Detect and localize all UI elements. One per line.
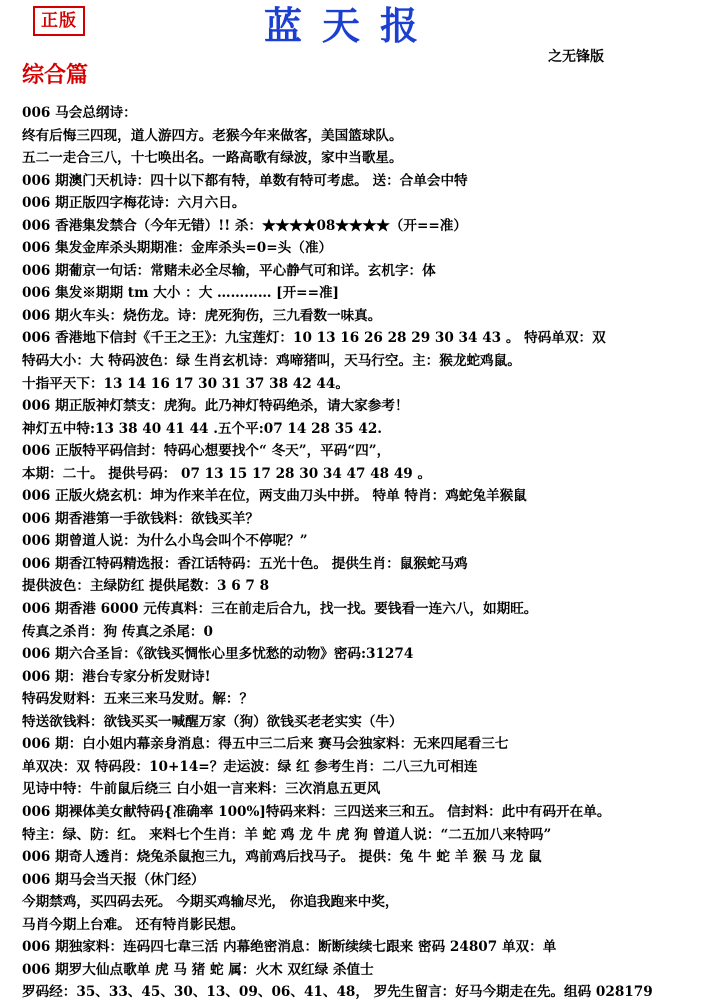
article-line: 006 期罗大仙点歌单 虎 马 猪 蛇 属：火木 双红绿 杀值士 <box>22 961 374 978</box>
genuine-edition-stamp: 正版 <box>33 6 85 36</box>
article-line: 006 集发金库杀头期期准：金库杀头=0=头（准） <box>22 240 333 257</box>
article-line: 006 期香江特码精选报：香江话特码：五光十色。 提供生肖：鼠猴蛇马鸡 <box>22 555 468 572</box>
article-line: 006 期澳门天机诗：四十以下都有特，单数有特可考虑。 送：合单会中特 <box>22 172 468 189</box>
article-line: 罗码经：35、33、45、30、13、09、06、41、48， 罗先生留言：好马今期走在先。组码 028179 <box>22 984 653 1001</box>
article-line: 十指平天下：13 14 16 17 30 31 37 38 42 44。 <box>22 375 349 392</box>
article-line: 006 期奇人透肖：烧兔杀鼠抱三九，鸡前鸡后找马子。 提供：兔 牛 蛇 羊 猴 马 龙 鼠 <box>22 849 542 866</box>
edition-label: 之无锋版 <box>548 49 604 65</box>
article-line: 神灯五中特:13 38 40 41 44 .五个平:07 14 28 35 42. <box>22 420 383 437</box>
article-line: 特主：绿、防：红。 来料七个生肖：羊 蛇 鸡 龙 牛 虎 狗 曾道人说：“二五加八来特吗” <box>22 826 552 843</box>
article-line: 特送欲钱料：欲钱买买一喊醒万家（狗）欲钱买老老实实（牛） <box>22 713 403 730</box>
article-line: 006 期火车头：烧伤龙。诗：虎死狗伤，三九看数一味真。 <box>22 307 382 324</box>
newspaper-masthead: 蓝天报 <box>263 3 438 48</box>
article-line: 五二一走合三八，十七唤出名。一路高歌有绿波，家中当歌星。 <box>22 150 403 167</box>
article-line: 006 期独家料：连码四七韋三活 内幕绝密消息：断断续续七跟来 密码 24807 单双：单 <box>22 939 557 956</box>
article-line: 006 正版特平码信封：特码心想要找个“ 冬天”，平码“四”， <box>22 443 391 460</box>
article-line: 见诗中特：牛前鼠后绕三 白小姐一言来料：三次消息五更风 <box>22 781 381 798</box>
article-line: 006 期正版神灯禁支：虎狗。此乃神灯特码绝杀，请大家参考！ <box>22 398 409 415</box>
article-line: 006 期曾道人说：为什么小鸟会叫个不停呢？” <box>22 533 308 550</box>
article-line: 006 马会总纲诗： <box>22 105 137 121</box>
article-line: 提供波色：主绿防红 提供尾数：3 6 7 8 <box>22 578 270 595</box>
article-line: 马肖今期上台难。 还有特肖影民想。 <box>22 916 245 933</box>
article-line: 006 期葡京一句话：常赌未必全尽输，平心静气可和详。玄机字：体 <box>22 262 436 279</box>
article-line: 单双决：双 特码段：10+14=？走运波：绿 红 参考生肖：二八三九可相连 <box>22 758 478 775</box>
article-line: 006 期：白小姐内幕亲身消息：得五中三二后来 赛马会独家料：无来四尾看三七 <box>22 736 509 753</box>
section-title: 综合篇 <box>22 62 89 88</box>
article-line: 传真之杀肖：狗 传真之杀尾：0 <box>22 623 213 640</box>
article-line: 006 期裸体美女献特码{准确率 100%]特码来料：三四送来三和五。 信封料：此中有码开在单。 <box>22 803 611 820</box>
article-line: 特码发财料：五来三来马发财。解：？ <box>22 691 254 708</box>
article-line: 特码大小：大 特码波色：绿 生肖玄机诗：鸡啼猪叫，天马行空。主：猴龙蛇鸡鼠。 <box>22 353 521 370</box>
article-line: 006 期香港 6000 元传真料：三在前走后合九，找一找。要钱看一连六八，如期旺。 <box>22 601 538 618</box>
article-line: 006 期香港第一手欲钱料：欲钱买羊？ <box>22 510 260 527</box>
article-body <box>22 102 694 1004</box>
article-line: 本期：二十。 提供号码： 07 13 15 17 28 30 34 47 48 49 。 <box>22 465 432 482</box>
article-line: 今期禁鸡，买四码去死。 今期买鸡输尽光， 你追我跑来中奖， <box>22 894 399 911</box>
article-line: 006 香港地下信封《千王之王》：九宝莲灯：10 13 16 26 28 29 30 34 43 。 特码单双：双 <box>22 330 606 347</box>
article-line: 006 期：港台专家分析发财诗! <box>22 668 211 685</box>
article-line: 006 集发※期期 tm 大小 ：大 ………… [开==准] <box>22 285 339 302</box>
article-line: 006 期马会当天报（休门经） <box>22 871 205 888</box>
article-line: 006 正版火烧玄机：坤为作来羊在位，两支曲刀头中拼。 特单 特肖：鸡蛇兔羊猴鼠 <box>22 488 527 505</box>
article-line: 006 香港集发禁合（今年无错）!! 杀：★★★★08★★★★（开==准） <box>22 217 467 234</box>
article-line: 006 期正版四字梅花诗：六月六日。 <box>22 195 246 212</box>
article-line: 终有后悔三四现，道人游四方。老猴今年来做客，美国篮球队。 <box>22 127 403 144</box>
article-line: 006 期六合圣旨：《欲钱买惆怅心里多忧愁的动物》密码:31274 <box>22 646 414 663</box>
